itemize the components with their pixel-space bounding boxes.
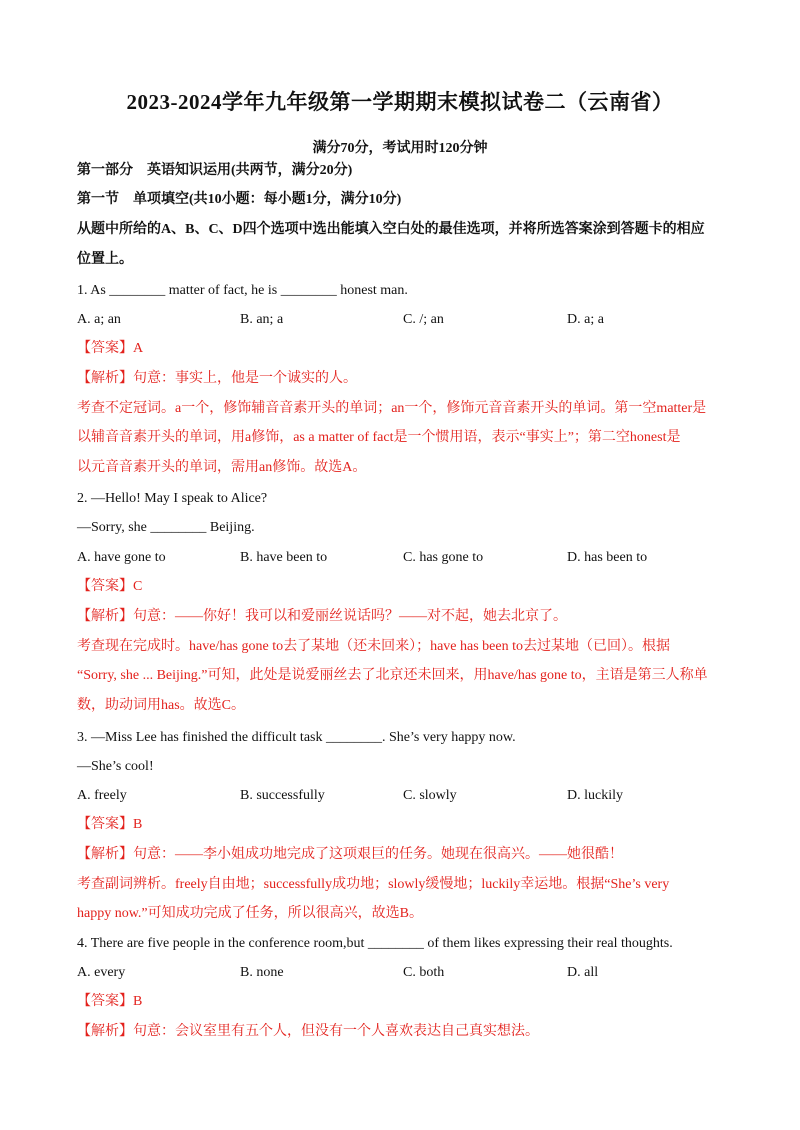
- part-heading: 第一部分 英语知识运用(共两节，满分20分): [77, 163, 353, 178]
- option-a: A. have gone to: [77, 550, 166, 565]
- translation-text: 句意：——你好！我可以和爱丽丝说话吗？——对不起，她去北京了。: [133, 609, 567, 624]
- question-stem-reply: —Sorry, she ________ Beijing.: [77, 520, 255, 535]
- option-c: C. has gone to: [403, 550, 484, 565]
- explanation-line: happy now.”可知成功完成了任务，所以很高兴，故选B。: [77, 906, 423, 921]
- option-c: C. both: [403, 965, 445, 980]
- analysis-tag: 【解析】: [77, 847, 133, 862]
- option-c: C. slowly: [403, 788, 457, 803]
- analysis-line: [77, 1022, 539, 1042]
- analysis-tag: 【解析】: [77, 1024, 133, 1039]
- answer-line: [77, 992, 142, 1012]
- option-d: D. has been to: [567, 550, 648, 565]
- analysis-tag: 【解析】: [77, 371, 133, 386]
- exam-subtitle: 满分70分，考试用时120分钟: [312, 141, 488, 156]
- instruction-line: 从题中所给的A、B、C、D四个选项中选出能填入空白处的最佳选项，并将所选答案涂到答题卡的相应: [77, 222, 705, 237]
- option-d: D. a; a: [567, 312, 604, 327]
- translation-text: 句意：事实上，他是一个诚实的人。: [133, 371, 357, 386]
- translation-text: 句意：会议室里有五个人，但没有一个人喜欢表达自己真实想法。: [133, 1024, 539, 1039]
- answer-value: B: [133, 994, 143, 1009]
- answer-tag: 【答案】: [77, 579, 133, 594]
- question-stem: 1. As ________ matter of fact, he is ________ honest man.: [77, 283, 408, 298]
- question-stem: 3. —Miss Lee has finished the difficult task ________. She’s very happy now.: [77, 730, 516, 745]
- instruction-line: 位置上。: [77, 252, 133, 267]
- analysis-line: [77, 607, 567, 627]
- option-a: A. every: [77, 965, 126, 980]
- answer-value: C: [133, 579, 143, 594]
- explanation-line: “Sorry, she ... Beijing.”可知，此处是说爱丽丝去了北京还未回来，用have/has gone to，主语是第三人称单: [77, 668, 708, 683]
- answer-line: [77, 815, 142, 835]
- analysis-line: [77, 845, 623, 865]
- option-a: A. freely: [77, 788, 127, 803]
- answer-line: [77, 339, 143, 359]
- question-stem: 4. There are five people in the conference room,but ________ of them likes expressing their real thoughts.: [77, 936, 673, 951]
- option-b: B. successfully: [240, 788, 325, 803]
- page-title: 2023-2024学年九年级第一学期期末模拟试卷二（云南省）: [126, 90, 674, 114]
- answer-line: [77, 577, 142, 597]
- option-b: B. an; a: [240, 312, 284, 327]
- explanation-line: 考查副词辨析。freely自由地；successfully成功地；slowly缓慢地；luckily幸运地。根据“She’s very: [77, 877, 670, 892]
- analysis-line: [77, 369, 357, 389]
- answer-value: B: [133, 817, 143, 832]
- section-heading: 第一节 单项填空(共10小题：每小题1分，满分10分): [77, 192, 402, 207]
- explanation-line: 考查不定冠词。a一个，修饰辅音音素开头的单词；an一个，修饰元音音素开头的单词。第一空matter是: [77, 401, 707, 416]
- question-stem-reply: —She’s cool!: [77, 759, 154, 774]
- answer-tag: 【答案】: [77, 994, 133, 1009]
- explanation-line: 考查现在完成时。have/has gone to去了某地（还未回来）；have has been to去过某地（已回）。根据: [77, 639, 670, 654]
- option-b: B. have been to: [240, 550, 328, 565]
- question-stem: 2. —Hello! May I speak to Alice?: [77, 491, 268, 506]
- option-d: D. luckily: [567, 788, 623, 803]
- answer-tag: 【答案】: [77, 341, 133, 356]
- translation-text: 句意：——李小姐成功地完成了这项艰巨的任务。她现在很高兴。——她很酷！: [133, 847, 623, 862]
- option-a: A. a; an: [77, 312, 121, 327]
- analysis-tag: 【解析】: [77, 609, 133, 624]
- explanation-line: 以元音音素开头的单词，需用an修饰。故选A。: [77, 460, 367, 475]
- answer-value: A: [133, 341, 144, 356]
- answer-tag: 【答案】: [77, 817, 133, 832]
- option-d: D. all: [567, 965, 599, 980]
- option-c: C. /; an: [403, 312, 444, 327]
- explanation-line: 以辅音音素开头的单词，用a修饰，as a matter of fact是一个惯用语，表示“事实上”；第二空honest是: [77, 430, 681, 445]
- explanation-line: 数，助动词用has。故选C。: [77, 698, 245, 713]
- option-b: B. none: [240, 965, 284, 980]
